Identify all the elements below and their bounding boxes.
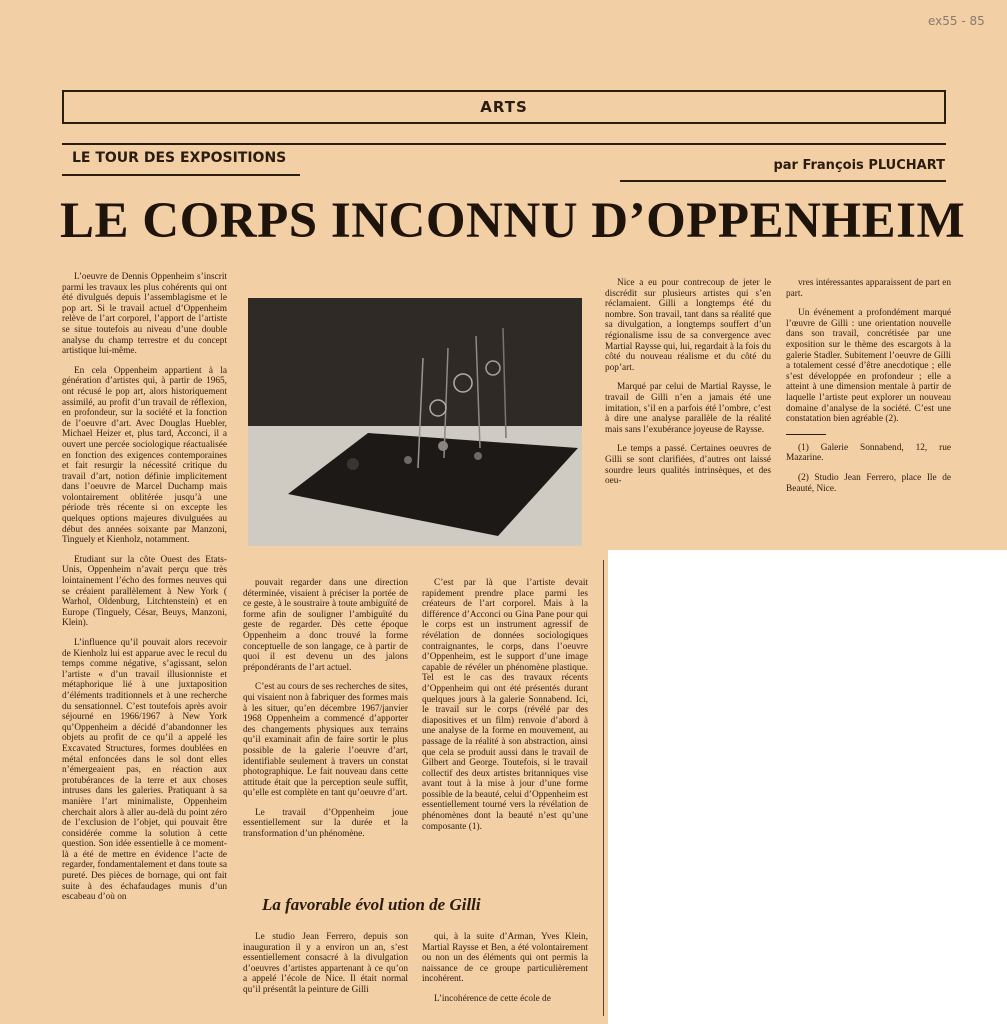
paragraph: Nice a eu pour contrecoup de jeter le discrédit sur plusieurs artistes qui s’en réclamaient. Gilli a longtemps été du nombre. Son travail, tant dans sa réalité que sa divulgation, a longtemps souffert d’un régionalisme issu de sa convergence avec Martial Raysse qui, lui, regardait à la fois du côté du nouveau réalisme et du côté du pop’art. — [605, 278, 771, 373]
paragraph: Le travail d’Oppenheim joue essentiellement sur la durée et la transformation d’un phénomène. — [243, 807, 408, 840]
paragraph: L’oeuvre de Dennis Oppenheim s’inscrit parmi les travaux les plus cohérents qui ont été divulgués depuis l’assemblagisme et le pop art. Si le travail actuel d’Oppenheim relève de l’art corporel, l’apport de l’artiste se situe toutefois au niveau d’une double analyse du champ terrestre et du concept artistique lui-même. — [62, 272, 227, 357]
byline-author: PLUCHART — [868, 158, 945, 173]
paragraph: L’influence qu’il pouvait alors recevoir de Kienholz lui est apparue avec le recul du temps comme négative, s’agissant, selon l’artiste « d’un travail illusionniste et métaphorique lié à une juxtaposition d’éléments traditionnels et à une recherche du sensationnel. C’est toutefois après avoir séjourné en 1966/1967 à New York qu’Oppenheim a décidé d’abandonner les objets au profit de ce qu’il a appelé les Excavated Structures, formes doublées en métal enfoncées dans le sol dont elles n’émergeaient pas, en réaction aux protubérances de la terre et aux choses intruses dans les galeries. Pratiquant à sa manière l’art minimaliste, Oppenheim cherchait alors à aller au-delà du point zéro de l’exclusion de l’objet, qui pouvait être considérée comme la solution à cette question. Son idée essentielle à ce moment-là a été de mettre en évidence l’acte de regarder, fondamentalement et dans toute sa pureté. Des pièces de bornage, qui ont fait suite à des échafaudages munis d’un escabeau d’où on — [62, 638, 227, 903]
clipping-edge-line — [603, 560, 604, 1016]
paragraph: pouvait regarder dans une direction déterminée, visaient à préciser la portée de ce geste, à le soustraire à toute ambiguïté de forme afin de souligner l’ambiguïté du geste de regarder. Dès cette époque Oppenheim a donc trouvé la forme conceptuelle de son langage, ce à partir de quoi il est devenu un des jalons prépondérants de l’art actuel. — [243, 578, 408, 673]
paragraph: Le temps a passé. Certaines oeuvres de Gilli se sont clarifiées, d’autres ont laissé sourdre leurs qualités intrinsèques, et des oeu- — [605, 444, 771, 487]
clipping-cutout-area — [608, 550, 1007, 1024]
handwritten-annotation: ex55 - 85 — [928, 14, 985, 28]
byline — [773, 158, 945, 173]
divider-rule — [62, 174, 300, 176]
footnote-rule — [786, 434, 826, 435]
article-column-2 — [243, 578, 408, 884]
paragraph: En cela Oppenheim appartient à la génération d’artistes qui, à partir de 1965, ont récusé le pop art, alors historiquement assimilé, au profit d’un travail de réflexion, en profondeur, sur la société et la fonction de l’oeuvre d’art. Avec Douglas Huebler, Michael Heizer et, plus tard, Acconci, il a ouvert une percée sociologique réactualisée en fonction des exigences contemporaines et fait resurgir la nécessité critique du travail d’art, notion définie implicitement dans l’oeuvre de Marcel Duchamp mais volontairement oblitérée jusqu’à une période très récente si on excepte les quelques options majeures divulguées au début des années soixante par Manzoni, Tinguely et Kienholz, notamment. — [62, 365, 227, 546]
paragraph: vres intéressantes apparaissent de part en part. — [786, 278, 951, 299]
article-column-2b — [243, 932, 408, 1016]
artwork-photo — [248, 298, 582, 546]
paragraph: C’est par là que l’artiste devait rapidement prendre place parmi les créateurs de l’art corporel. Mais à la différence d’Acconci ou Gina Pane pour qui le corps est un instrument agressif de révélation de données sociologiques contraignantes, le corps, dans l’oeuvre d’Oppenheim, est le support d’une image capable de révéler un phénomène plastique. Tel est le cas des travaux récents d’Oppenheim qui ont été présentés durant quelques jours à la galerie Sonnabend. Ici, le travail sur le corps (révélé par des diapositives et un film) renvoie d’abord à une analyse de la forme en mouvement, au passage de la réalité à son abstraction, ainsi que cela se produit aussi dans le travail de Gilbert and George. Toutefois, si le travail collectif des deux artistes britanniques vise avant tout à la mise à jour d’une forme possible de la beauté, celui d’Oppenheim est essentiellement tourné vers la révélation de phénomènes dont la beauté n’est qu’une composante (1). — [422, 578, 588, 832]
paragraph: Marqué par celui de Martial Raysse, le travail de Gilli n’en a jamais été une imitation, s’il en a parfois été l’ombre, c’est à dire une analyse parallèle de la réalité mais sans l’exubérance joyeuse de Raysse. — [605, 382, 771, 435]
paragraph: Un événement a profondément marqué l’œuvre de Gilli : une orientation nouvelle dans son travail, concrétisée par une exposition sur le thème des escargots à la galerie Stadler. Subitement l’oeuvre de Gilli a totalement cessé d’être anecdotique ; elle s’est développée en profondeur ; elle a atteint à une dimension mentale à partir de laquelle l’artiste peut explorer un nouveau domaine d’analyse de la société. C’est une constatation bien agréable (2). — [786, 308, 951, 425]
byline-prefix: par François — [773, 158, 864, 173]
headline: LE CORPS INCONNU D’OPPENHEIM — [60, 193, 966, 249]
section-title: LE TOUR DES EXPOSITIONS — [72, 150, 287, 166]
paragraph: qui, à la suite d’Arman, Yves Klein, Martial Raysse et Ben, a été volontairement ou non un des éléments qui ont permis la naissance de ce groupe particulièrement incohérent. — [422, 932, 588, 985]
paragraph: L’incohérence de cette école de — [434, 993, 551, 1004]
divider-rule — [620, 180, 946, 182]
footnote-2: (2) Studio Jean Ferrero, place Ile de Beauté, Nice. — [786, 472, 951, 494]
article-column-5 — [786, 278, 951, 528]
arts-banner-label: ARTS — [480, 98, 528, 116]
artwork-photo-image — [248, 298, 582, 546]
article-column-3b — [422, 932, 588, 1016]
article-column-4 — [605, 278, 771, 534]
paragraph: Le studio Jean Ferrero, depuis son inauguration il y a environ un an, s’est essentiellement consacré à la divulgation d’oeuvres d’artistes appartenant à ce qu’on a appelé l’école de Nice. Il était normal qu’il présentât la peinture de Gilli — [243, 932, 408, 995]
footnote-1: (1) Galerie Sonnabend, 12, rue Mazarine. — [786, 442, 951, 464]
arts-banner — [62, 90, 946, 124]
article-column-3 — [422, 578, 588, 884]
article-column-1 — [62, 272, 227, 1014]
paragraph: C’est au cours de ses recherches de sites, qui visaient non à fabriquer des formes mais à les situer, qu’en décembre 1967/janvier 1968 Oppenheim a commencé d’apporter des changements physiques aux terrains qu’il examinait afin de faire sortir le plus possible de la galerie l’oeuvre d’art, identifiable seulement à travers un constat photographique. Le fait nouveau dans cette attitude était que la perception seule suffit, qu’elle est complète en tant qu’oeuvre d’art. — [243, 682, 408, 799]
gilli-subhead: La favorable évol ution de Gilli — [262, 895, 481, 914]
paragraph: Etudiant sur la côte Ouest des Etats-Unis, Oppenheim n’avait perçu que très lointainement l’écho des formes neuves qui se créaient parallèlement à New York ( Warhol, Oldenburg, Litchtenstein) et en Europe (Tinguely, César, Beuys, Manzoni, Klein). — [62, 554, 227, 629]
divider-rule — [62, 143, 946, 145]
